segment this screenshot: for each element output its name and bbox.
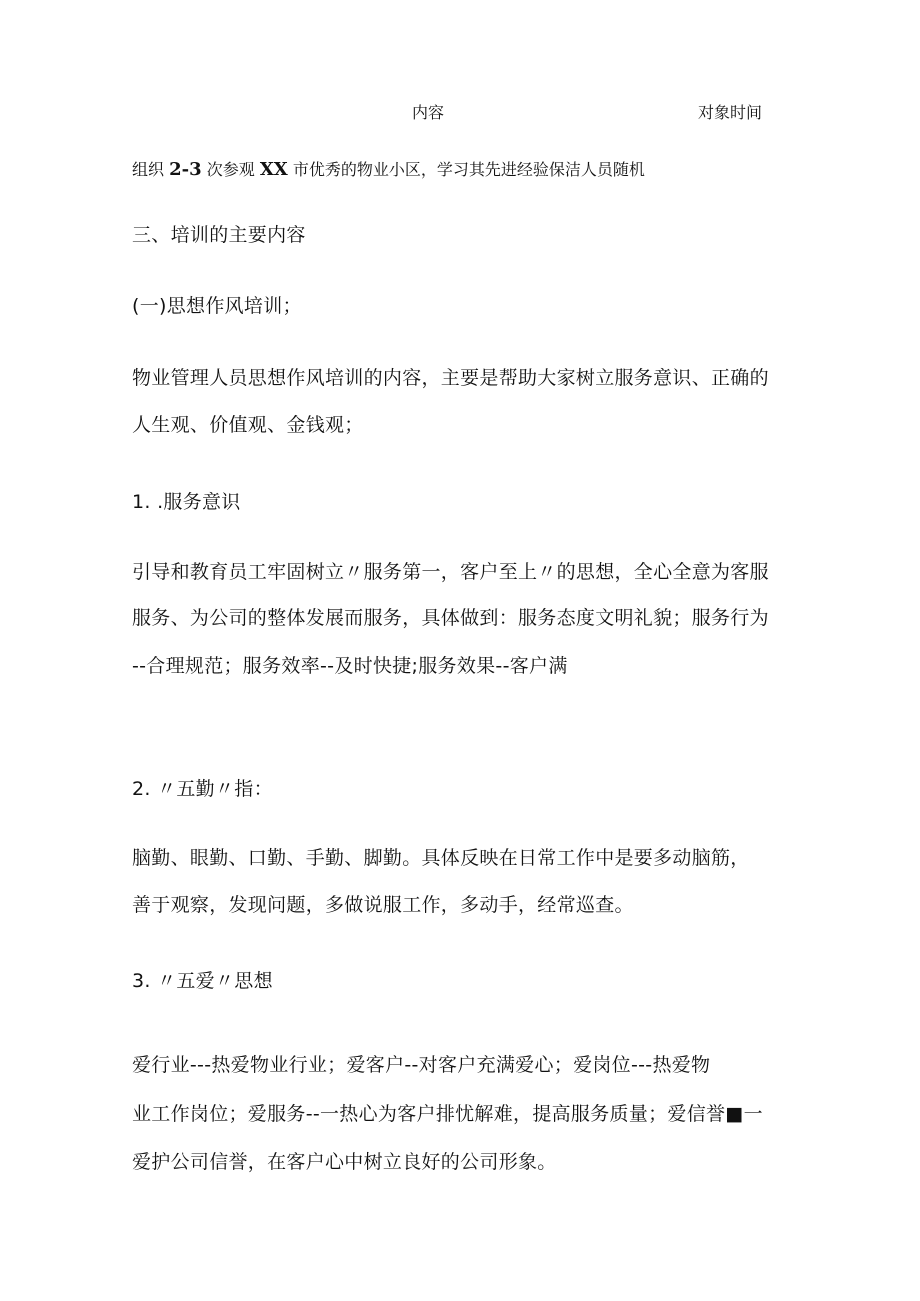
subsection-title: (一)思想作风培训； xyxy=(132,295,302,317)
paragraph-line: --合理规范；服务效率--及时快捷;服务效果--客户满 xyxy=(132,655,568,677)
table-header-target-time: 对象时间 xyxy=(698,103,763,122)
paragraph-line: 脑勤、眼勤、口勤、手勤、脚勤。具体反映在日常工作中是要多动脑筋， xyxy=(132,847,750,869)
row-city: XX xyxy=(259,159,288,180)
paragraph-line: 爱护公司信誉，在客户心中树立良好的公司形象。 xyxy=(132,1151,557,1173)
table-header-content: 内容 xyxy=(412,103,445,122)
paragraph-line: 服务、为公司的整体发展而服务，具体做到：服务态度文明礼貌；服务行为 xyxy=(132,607,769,629)
paragraph-line: 业工作岗位；爱服务--一热心为客户排忧解难，提高服务质量；爱信誉■一 xyxy=(132,1103,763,1125)
item-title: 1. .服务意识 xyxy=(132,491,241,513)
item-title: 3. 〃五爱〃思想 xyxy=(132,970,273,992)
item-title: 2. 〃五勤〃指： xyxy=(132,778,273,800)
paragraph-line: 人生观、价值观、金钱观； xyxy=(132,414,364,436)
row-count: 2-3 xyxy=(169,159,202,180)
row-text: 次参观 xyxy=(206,160,255,179)
row-text: 市优秀的物业小区，学习其先进经验保洁人员随机 xyxy=(292,160,645,179)
paragraph-line: 爱行业---热爱物业行业；爱客户--对客户充满爱心；爱岗位---热爱物 xyxy=(132,1054,711,1076)
table-row xyxy=(132,158,645,182)
paragraph-line: 物业管理人员思想作风培训的内容，主要是帮助大家树立服务意识、正确的 xyxy=(132,367,769,389)
paragraph-line: 善于观察，发现问题，多做说服工作，多动手，经常巡查。 xyxy=(132,894,634,916)
paragraph-line: 引导和教育员工牢固树立〃服务第一，客户至上〃的思想，全心全意为客服 xyxy=(132,561,769,583)
section-heading: 三、培训的主要内容 xyxy=(132,224,306,246)
row-text: 组织 xyxy=(132,160,165,179)
